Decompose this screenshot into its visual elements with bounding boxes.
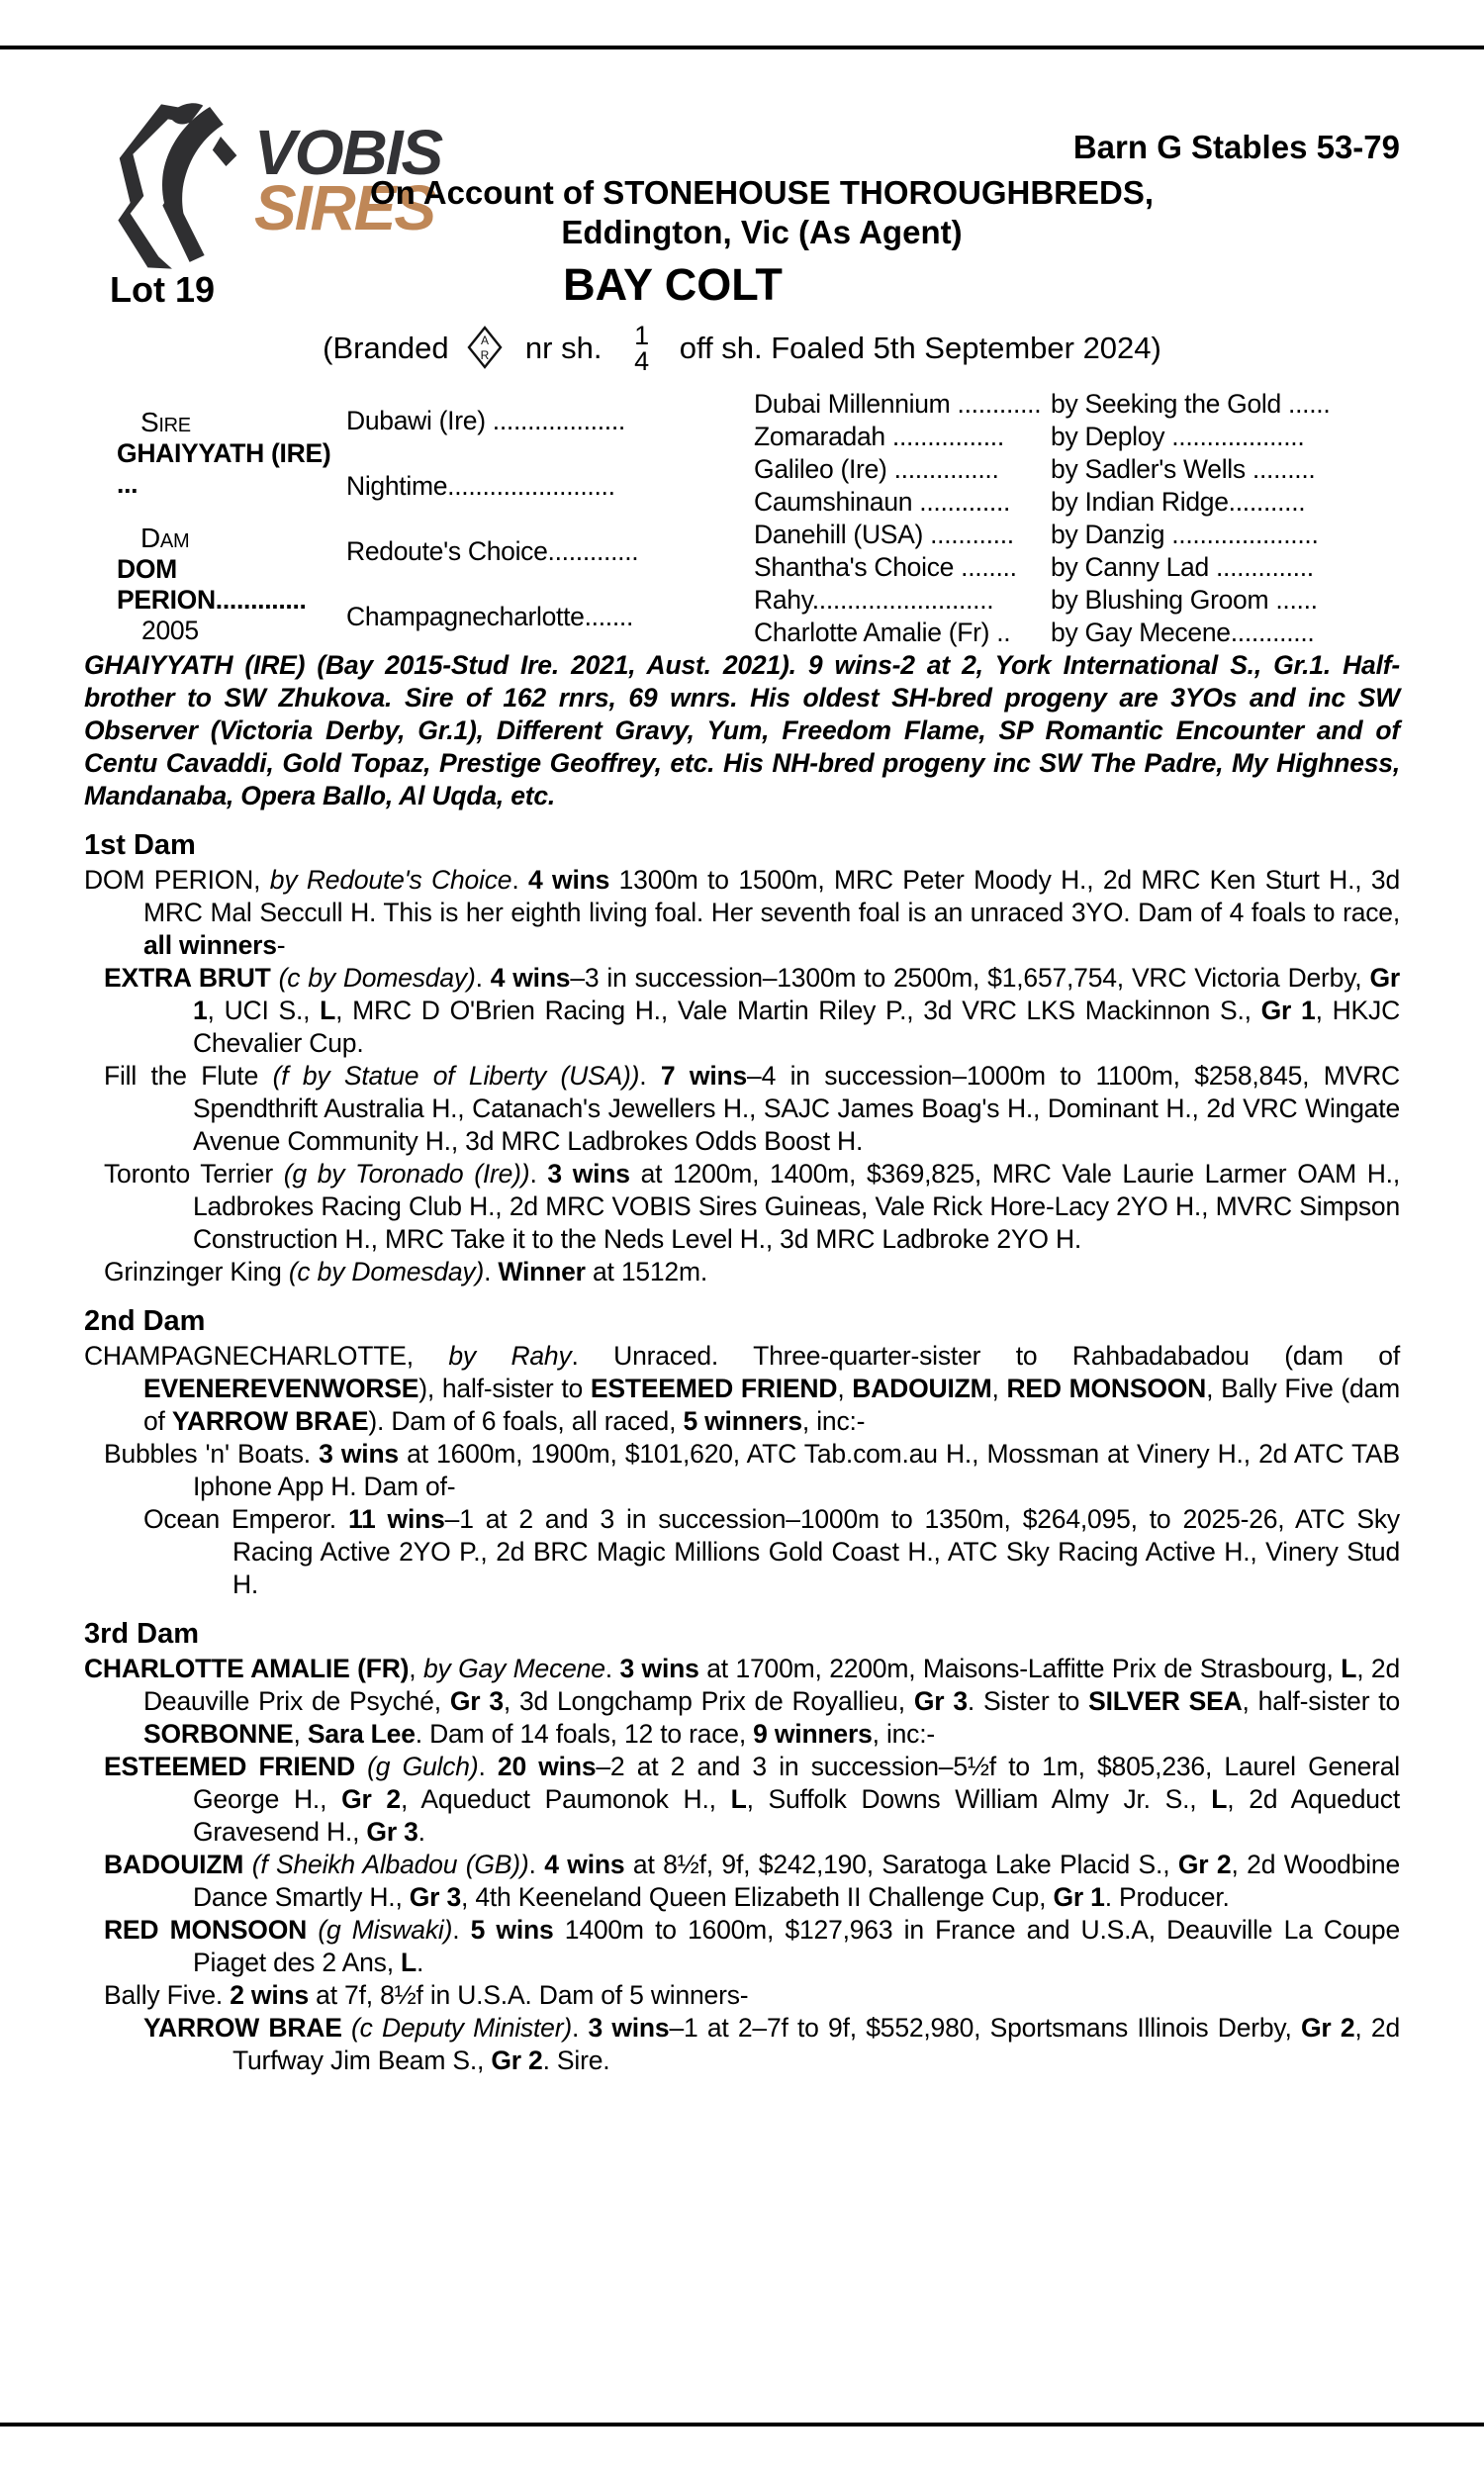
brand-fraction (634, 323, 649, 374)
entry-charlotte-amalie: CHARLOTTE AMALIE (FR), by Gay Mecene. 3 wins at 1700m, 2200m, Maisons-Laffitte Prix de Strasbourg, L, 2d Deauville Prix de Psyché, Gr 3, 3d Longchamp Prix de Royallieu, Gr 3. Sister to SILVER SEA, half-sister to SORBONNE, Sara Lee. Dam of 14 foals, 12 to race, 9 winners, inc:- (84, 1654, 1400, 1749)
brand-bottom-letter: R (480, 348, 490, 362)
gen3-name-7: Rahy.......................... (754, 585, 994, 615)
sire-parent-1: Dubawi (Ire) ................... (346, 405, 625, 435)
gen3-by-7: by Blushing Groom ...... (1051, 585, 1318, 615)
entry-dom-perion: DOM PERION, by Redoute's Choice. 4 wins 1300m to 1500m, MRC Peter Moody H., 2d MRC Ken Sturt H., 3d MRC Mal Seccull H. This is her eighth living foal. Her seventh foal is an unraced 3YO. Dam of 4 foals to race, all winners- (84, 865, 1400, 960)
brand-suffix: off sh. Foaled 5th September 2024) (679, 331, 1161, 366)
top-rule (0, 46, 1484, 49)
entry-yarrow-brae: YARROW BRAE (c Deputy Minister). 3 wins–1 at 2–7f to 9f, $552,980, Sportsmans Illinois Derby, Gr 2, 2d Turfway Jim Beam S., Gr 2. Sire. (143, 2013, 1400, 2075)
brand-mark-icon (467, 326, 503, 369)
gen3-by-8: by Gay Mecene............ (1051, 618, 1315, 647)
entry-champagnecharlotte: CHAMPAGNECHARLOTTE, by Rahy. Unraced. Three-quarter-sister to Rahbadabadou (dam of EVENEREVENWORSE), half-sister to ESTEEMED FRIEND, BADOUIZM, RED MONSOON, Bally Five (dam of YARROW BRAE). Dam of 6 foals, all raced, 5 winners, inc:- (84, 1341, 1401, 1436)
sire-block (84, 388, 346, 519)
heading-3rd-dam: 3rd Dam (84, 1618, 200, 1650)
logo-word-sires: SIRES (254, 172, 435, 243)
entry-badouizm: BADOUIZM (f Sheikh Albadou (GB)). 4 wins at 8½f, 9f, $242,190, Saratoga Lake Placid S., Gr 2, 2d Woodbine Dance Smartly H., Gr 3, 4th Keeneland Queen Elizabeth II Challenge Cup, Gr 1. Producer. (104, 1850, 1401, 1912)
dam-parent-1: Redoute's Choice............. (346, 535, 639, 566)
entry-ocean-emperor: Ocean Emperor. 11 wins–1 at 2 and 3 in succession–1000m to 1350m, $264,095, to 2025-26, ATC Sky Racing Active 2YO P., 2d BRC Magic Millions Gold Coast H., ATC Sky Racing Active H., Vinery Stud H. (143, 1504, 1400, 1599)
gen3-name-3: Galileo (Ire) ............... (754, 454, 999, 484)
gen3-name-8: Charlotte Amalie (Fr) .. (754, 618, 1011, 647)
gen3-by-3: by Sadler's Wells ......... (1051, 454, 1316, 484)
entry-red-monsoon: RED MONSOON (g Miswaki). 5 wins 1400m to 1600m, $127,963 in France and U.S.A, Deauville La Coupe Piaget des 2 Ans, L. (104, 1915, 1401, 1977)
sire-parent-2: Nightime........................ (346, 470, 615, 501)
pedigree-text (84, 649, 1400, 2077)
barn-stables-label: Barn G Stables 53-79 (1072, 129, 1400, 165)
brand-fraction-top: 1 (634, 321, 650, 350)
brand-fraction-bottom: 4 (634, 346, 650, 376)
gen3-name-6: Shantha's Choice ........ (754, 552, 1017, 582)
heading-2nd-dam: 2nd Dam (84, 1305, 206, 1337)
sire-description: GHAIYYATH (IRE) (Bay 2015-Stud Ire. 2021, Aust. 2021). 9 wins-2 at 2, York International S., Gr.1. Half-brother to SW Zhukova. Sire of 162 rnrs, 69 wnrs. His oldest SH-bred progeny are 3YOs and inc SW Observer (Victoria Derby, Gr.1), Different Gravy, Yum, Freedom Flame, SP Romantic Encounter and of Centu Cavaddi, Gold Topaz, Prestige Geoffrey, etc. His NH-bred progeny inc SW The Padre, My Highness, Mandanaba, Opera Ballo, Al Uqda, etc. (84, 650, 1400, 810)
page-header (84, 89, 1400, 386)
lot-number: Lot 19 (110, 269, 216, 310)
gen3-by-2: by Deploy ................... (1051, 422, 1305, 451)
gen3-by-6: by Canny Lad .............. (1051, 552, 1314, 582)
gen3-name-4: Caumshinaun ............. (754, 487, 1011, 517)
gen3-by-4: by Indian Ridge........... (1051, 487, 1306, 517)
entry-bubbles-n-boats: Bubbles 'n' Boats. 3 wins at 1600m, 1900m, $101,620, ATC Tab.com.au H., Mossman at Vinery H., 2d ATC TAB Iphone App H. Dam of- (104, 1439, 1401, 1501)
dam-year: 2005 (141, 615, 199, 645)
entry-bally-five: Bally Five. 2 wins at 7f, 8½f in U.S.A. Dam of 5 winners- (104, 1980, 749, 2010)
logo-word-vobis: VOBIS (254, 117, 442, 188)
sire-name: GHAIYYATH (IRE) ... (117, 438, 331, 499)
entry-toronto-terrier: Toronto Terrier (g by Toronado (Ire)). 3 wins at 1200m, 1400m, $369,825, MRC Vale Laurie Larmer OAM H., Ladbrokes Racing Club H., 2d MRC VOBIS Sires Guineas, Vale Rick Hore-Lacy 2YO H., MVRC Simpson Construction H., MRC Take it to the Neds Level H., 3d MRC Ladbroke 2YO H. (104, 1159, 1400, 1254)
dam-label: Dam (140, 522, 190, 553)
dam-name: DOM PERION............. (117, 553, 307, 615)
entry-grinzinger-king: Grinzinger King (c by Domesday). Winner at 1512m. (104, 1257, 708, 1286)
brand-prefix: (Branded (323, 331, 449, 366)
entry-extra-brut: EXTRA BRUT (c by Domesday). 4 wins–3 in succession–1300m to 2500m, $1,657,754, VRC Victoria Derby, Gr 1, UCI S., L, MRC D O'Brien Racing H., Vale Martin Riley P., 3d VRC LKS Mackinnon S., Gr 1, HKJC Chevalier Cup. (104, 963, 1401, 1058)
brand-top-letter: A (481, 333, 490, 347)
gen3-name-5: Danehill (USA) ............ (754, 520, 1014, 549)
sire-label: Sire (140, 407, 191, 437)
brand-description-line (84, 323, 1400, 378)
vendor-line-1: On Account of STONEHOUSE THOROUGHBREDS, (369, 174, 1155, 211)
gen3-name-2: Zomaradah ................ (754, 422, 1004, 451)
dam-parent-2: Champagnecharlotte....... (346, 601, 634, 631)
pedigree-table (84, 388, 1400, 649)
vendor-line-2: Eddington, Vic (As Agent) (561, 214, 963, 250)
gen3-by-1: by Seeking the Gold ...... (1051, 389, 1331, 419)
entry-fill-the-flute: Fill the Flute (f by Statue of Liberty (USA)). 7 wins–4 in succession–1000m to 1100m, $258,845, MVRC Spendthrift Australia H., Catanach's Jewellers H., SAJC James Boag's H., Dominant H., 2d VRC Wingate Avenue Community H., 3d MRC Ladbrokes Odds Boost H. (104, 1061, 1400, 1156)
brand-near-shoulder: nr sh. (524, 331, 603, 366)
page-content (84, 89, 1400, 2077)
bottom-rule (0, 2423, 1484, 2426)
entry-esteemed-friend: ESTEEMED FRIEND (g Gulch). 20 wins–2 at 2 and 3 in succession–5½f to 1m, $805,236, Laurel General George H., Gr 2, Aqueduct Paumonok H., L, Suffolk Downs William Almy Jr. S., L, 2d Aqueduct Gravesend H., Gr 3. (104, 1752, 1401, 1847)
dam-block (84, 519, 346, 649)
horse-title: BAY COLT (563, 259, 783, 310)
heading-1st-dam: 1st Dam (84, 829, 196, 861)
gen3-name-1: Dubai Millennium ............ (754, 389, 1042, 419)
gen3-by-5: by Danzig ..................... (1051, 520, 1319, 549)
